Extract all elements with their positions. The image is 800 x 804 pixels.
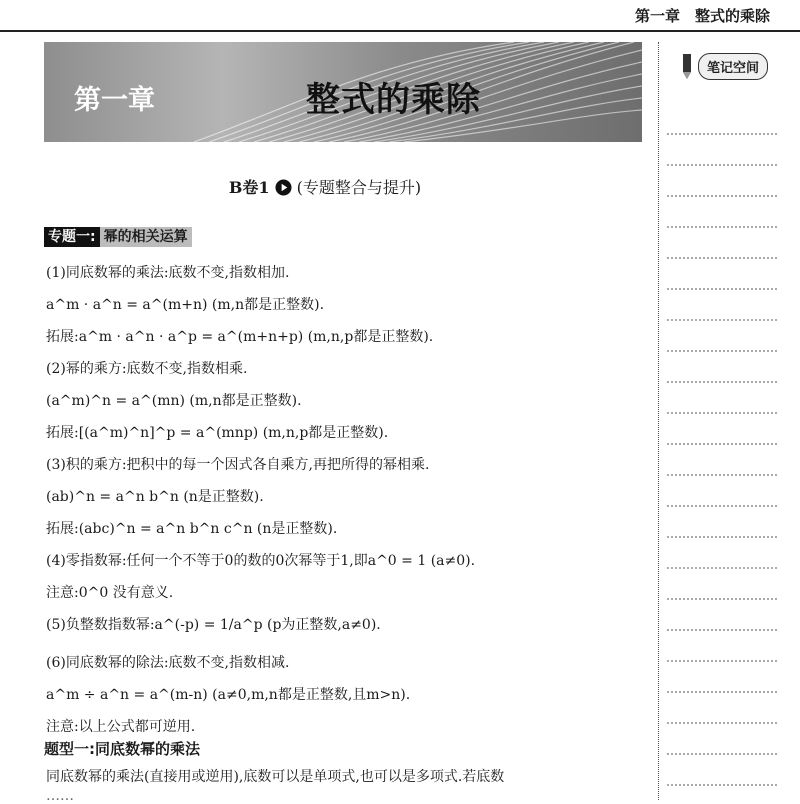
running-title: 第一章 整式的乘除 xyxy=(634,7,770,25)
type-heading: 题型一:同底数幂的乘法 xyxy=(44,740,200,758)
paper-title xyxy=(0,175,650,198)
rule-line-1: (1)同底数幂的乘法:底数不变,指数相加. xyxy=(46,265,290,281)
rule-line-11: 注意:0^0 没有意义. xyxy=(46,585,174,601)
rule-line-10: (4)零指数幂:任何一个不等于0的数的0次幂等于1,即a^0 = 1 (a≠0). xyxy=(46,553,476,569)
notes-badge xyxy=(679,52,768,80)
rule-line-9: 拓展:(abc)^n = a^n b^n c^n (n是正整数). xyxy=(46,521,338,537)
rule-line-7: (3)积的乘方:把积中的每一个因式各自乘方,再把所得的幂相乘. xyxy=(46,457,430,473)
rule-line-6: 拓展:[(a^m)^n]^p = a^(mnp) (m,n,p都是正整数). xyxy=(46,425,389,441)
rule-line-13: (6)同底数幂的除法:底数不变,指数相减. xyxy=(46,655,290,671)
rule-line-2: a^m · a^n = a^(m+n) (m,n都是正整数). xyxy=(46,297,325,313)
notes-label: 笔记空间 xyxy=(698,53,768,80)
paper-title-rest: (专题整合与提升) xyxy=(296,178,422,197)
rule-line-12: (5)负整数指数幂:a^(-p) = 1/a^p (p为正整数,a≠0). xyxy=(46,617,381,633)
rule-line-15: 注意:以上公式都可逆用. xyxy=(46,719,196,735)
notes-ruled-lines xyxy=(659,42,783,800)
running-header xyxy=(0,0,800,32)
section-tag: 专题一: xyxy=(44,227,100,247)
chapter-banner xyxy=(44,42,642,142)
rule-line-3: 拓展:a^m · a^n · a^p = a^(m+n+p) (m,n,p都是正整数). xyxy=(46,329,434,345)
rule-line-14: a^m ÷ a^n = a^(m-n) (a≠0,m,n都是正整数,且m>n). xyxy=(46,687,411,703)
rule-line-8: (ab)^n = a^n b^n (n是正整数). xyxy=(46,489,264,505)
play-circle-icon xyxy=(275,179,292,196)
section-topic: 幂的相关运算 xyxy=(100,227,192,247)
paper-title-bold: B卷1 xyxy=(228,178,270,197)
section-heading xyxy=(44,226,192,246)
cut-off-line: …… xyxy=(46,788,74,804)
rule-line-5: (a^m)^n = a^(mn) (m,n都是正整数). xyxy=(46,393,302,409)
banner-chapter: 第一章 xyxy=(74,85,155,116)
pencil-icon xyxy=(679,52,695,80)
body-paragraph: 同底数幂的乘法(直接用或逆用),底数可以是单项式,也可以是多项式.若底数 xyxy=(46,769,505,785)
banner-title: 整式的乘除 xyxy=(306,80,481,120)
rule-line-4: (2)幂的乘方:底数不变,指数相乘. xyxy=(46,361,248,377)
notes-column xyxy=(658,42,783,800)
